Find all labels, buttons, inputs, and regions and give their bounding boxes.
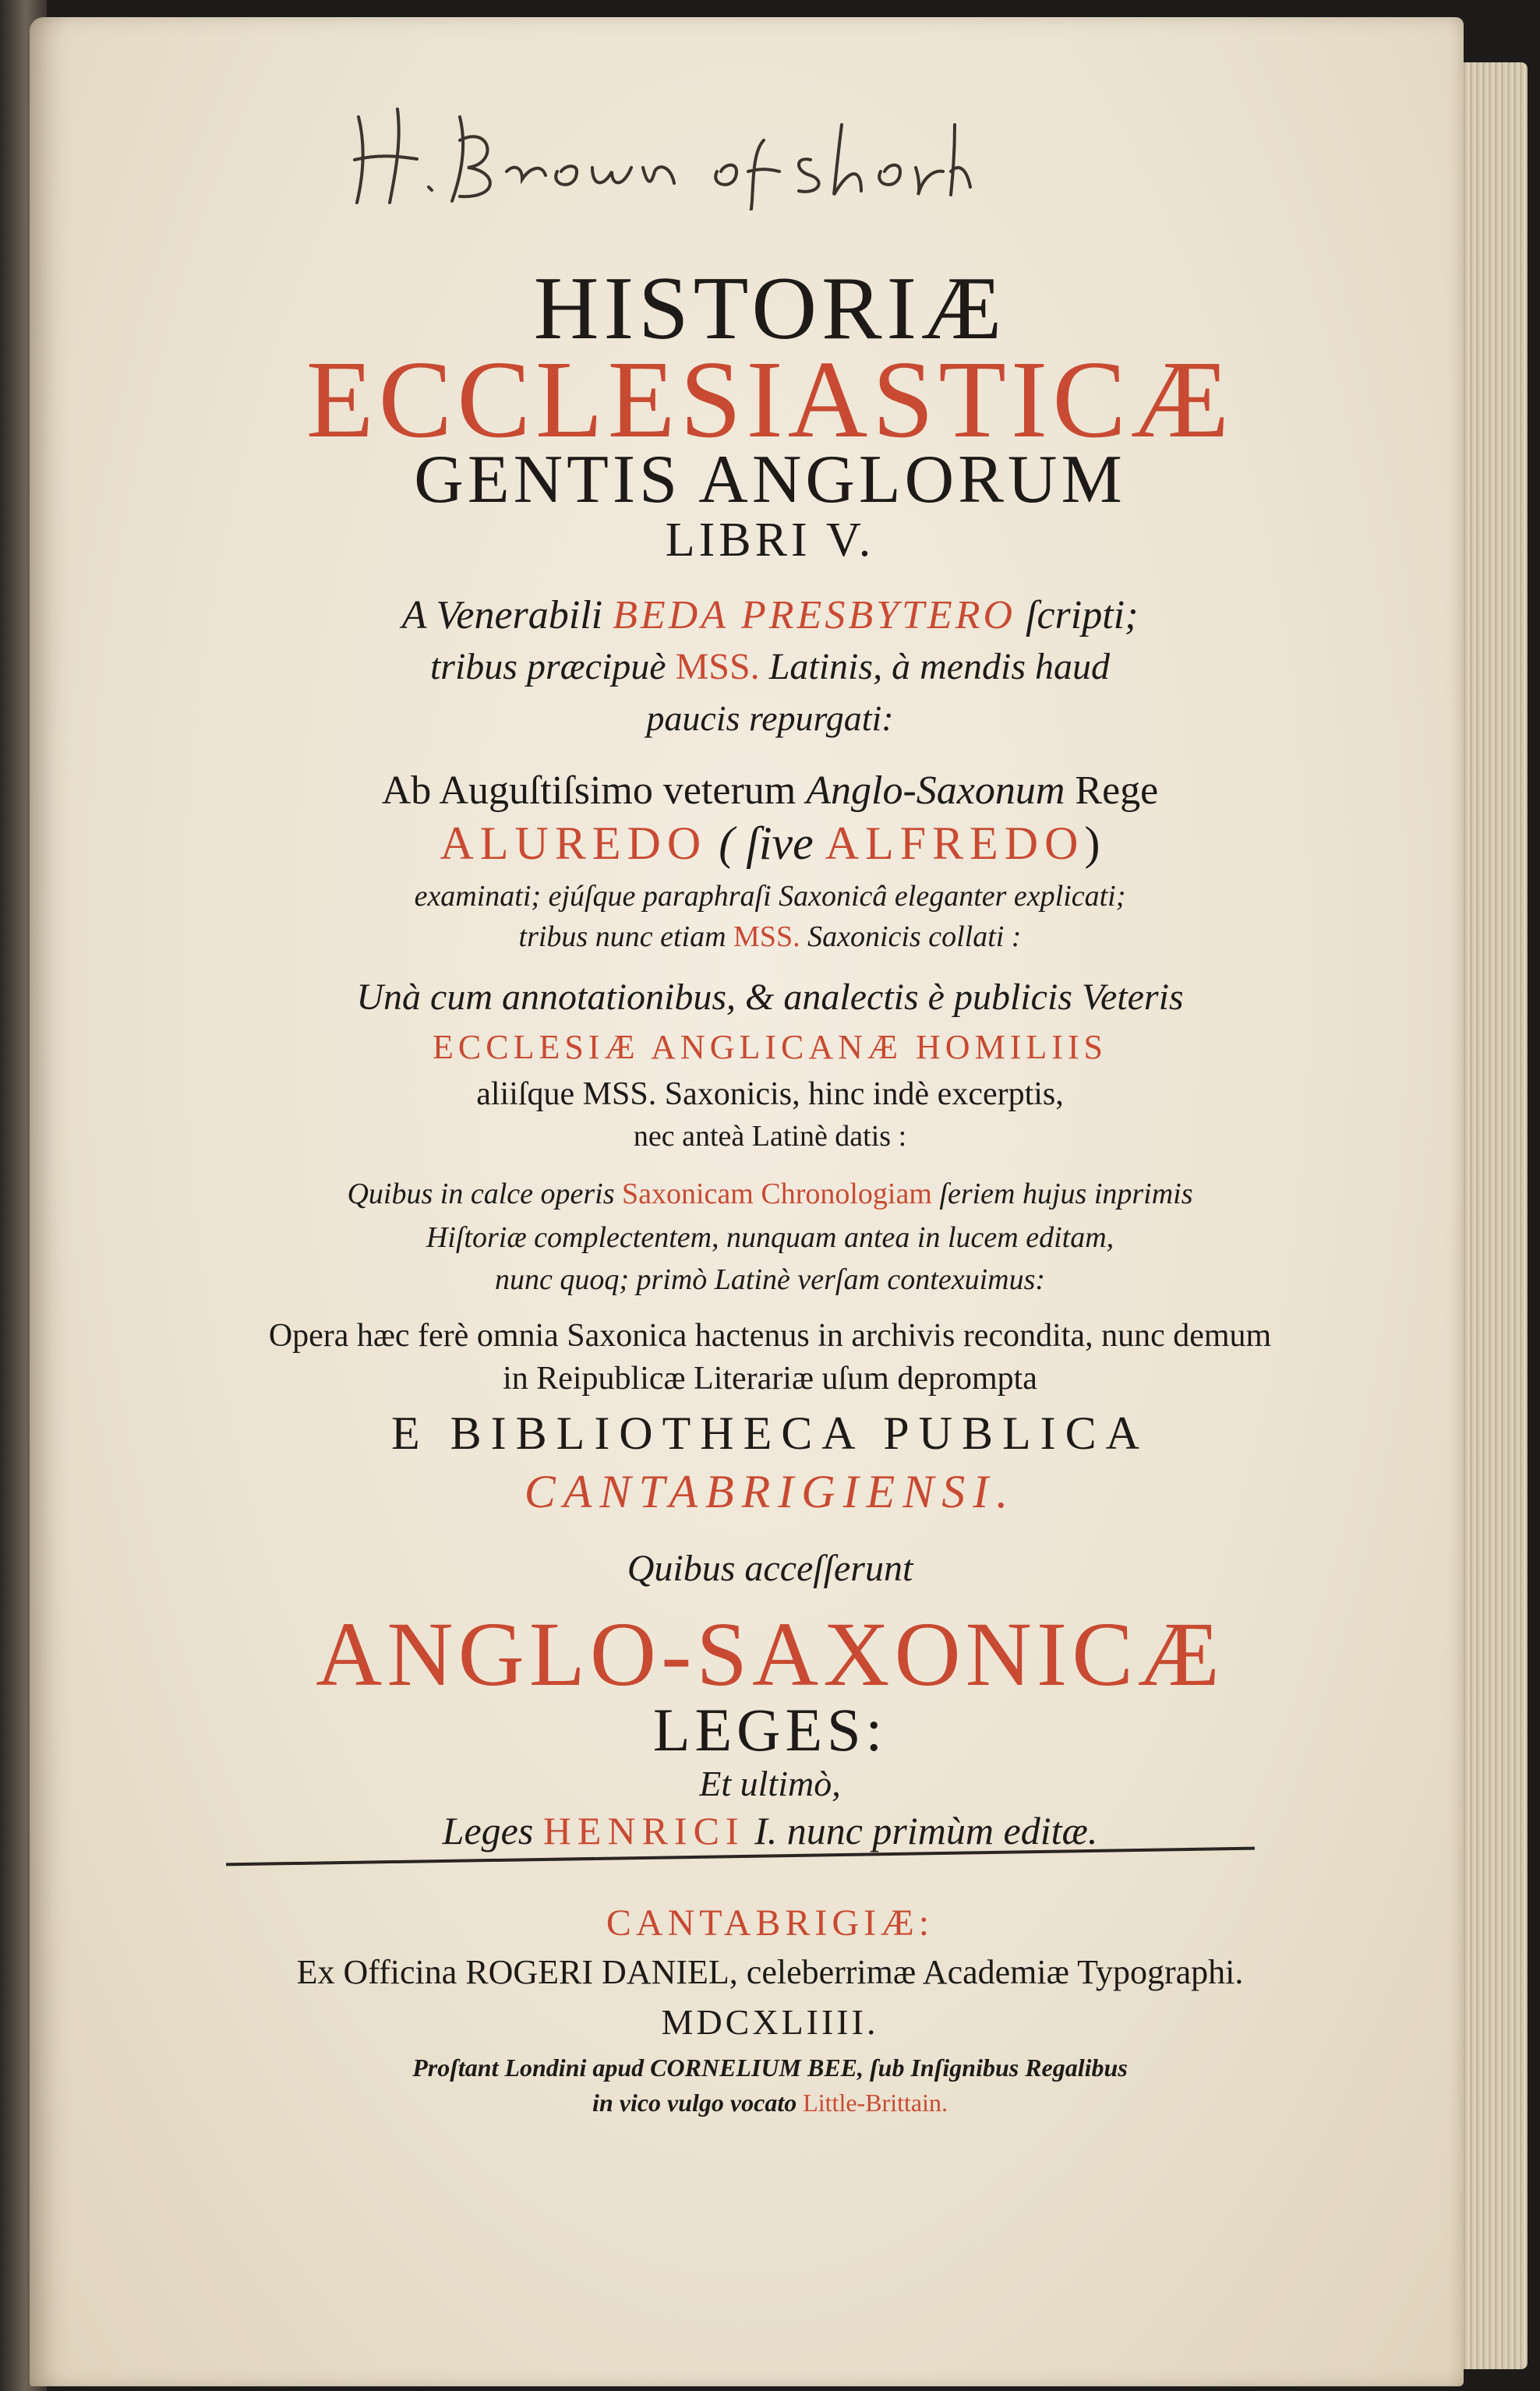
handwritten-signature bbox=[343, 94, 982, 210]
leges-henrici-line bbox=[0, 1808, 1540, 1853]
annotations-line-2: ECCLESIÆ ANGLICANÆ HOMILIIS bbox=[433, 1028, 1107, 1066]
title-line-historiae: HISTORIÆ bbox=[533, 259, 1007, 358]
leges-henrici-name: HENRICI bbox=[542, 1809, 745, 1852]
king-aluredo: ALUREDO bbox=[440, 818, 708, 869]
king-line-4 bbox=[0, 920, 1540, 954]
opera-line-3: E BIBLIOTHECA PUBLICA bbox=[391, 1407, 1149, 1459]
king-alfredo: ALFREDO bbox=[825, 818, 1085, 869]
leges-subtitle: LEGES: bbox=[652, 1696, 888, 1764]
imprint-printer: Ex Officina ROGERI DANIEL, celeberrimæ Academiæ Typographi. bbox=[296, 1953, 1244, 1991]
author-line2-a: tribus præcipuè bbox=[429, 646, 676, 687]
title-line-libri: LIBRI V. bbox=[665, 514, 875, 567]
chronology-line-1 bbox=[0, 1177, 1540, 1211]
author-line2-mss: MSS. bbox=[675, 646, 760, 687]
chronology-line1-a: Quibus in calce operis bbox=[347, 1178, 622, 1210]
title-line-ecclesiasticae: ECCLESIASTICÆ bbox=[306, 337, 1234, 461]
imprint-sale2-b: Little-Brittain. bbox=[803, 2089, 948, 2117]
imprint-date: MDCXLIIII. bbox=[661, 2002, 879, 2042]
king-sive: ( ſive bbox=[707, 818, 825, 869]
king-line1-c: Rege bbox=[1065, 768, 1159, 813]
king-close-paren: ) bbox=[1084, 818, 1100, 869]
author-line2-c: Latinis, à mendis haud bbox=[759, 646, 1111, 687]
king-line-2 bbox=[0, 817, 1540, 871]
imprint-sale-2 bbox=[0, 2089, 1540, 2117]
annotations-line-1: Unà cum annotationibus, & analectis è publicis Veteris bbox=[356, 977, 1184, 1018]
leges-intro: Quibus acceſſerunt bbox=[627, 1548, 913, 1589]
leges-et-ultimo: Et ultimò, bbox=[699, 1764, 841, 1803]
king-line4-a: tribus nunc etiam bbox=[518, 920, 734, 953]
chronology-line1-b: Saxonicam Chronologiam bbox=[622, 1178, 932, 1210]
chronology-line-2: Hiſtoriæ complectentem, nunquam antea in lucem editam, bbox=[426, 1221, 1114, 1254]
opera-line-1: Opera hæc ferè omnia Saxonica hactenus in archivis recondita, nunc demum bbox=[268, 1318, 1272, 1354]
chronology-line-3: nunc quoq; primò Latinè verſam contexuimus: bbox=[494, 1263, 1046, 1296]
opera-line-2: in Reipublicæ Literariæ uſum deprompta bbox=[503, 1361, 1037, 1397]
king-line1-b: Anglo-Saxonum bbox=[806, 768, 1065, 813]
king-line-1 bbox=[0, 768, 1540, 814]
author-suffix: ſcripti; bbox=[1015, 593, 1139, 637]
author-name: BEDA PRESBYTERO bbox=[613, 593, 1016, 637]
imprint-place: CANTABRIGIÆ: bbox=[606, 1902, 934, 1944]
king-line4-c: Saxonicis collati : bbox=[800, 920, 1022, 953]
annotations-line-3: aliiſque MSS. Saxonicis, hinc indè excerptis, bbox=[476, 1076, 1064, 1112]
chronology-line1-c: ſeriem hujus inprimis bbox=[931, 1178, 1193, 1210]
title-line-gentis-anglorum: GENTIS ANGLORUM bbox=[414, 442, 1126, 517]
leges-henrici-c: I. nunc primùm editæ. bbox=[744, 1809, 1098, 1852]
imprint-sale-1: Proſtant Londini apud CORNELIUM BEE, ſub Inſignibus Regalibus bbox=[412, 2054, 1128, 2082]
imprint-sale2-a: in vico vulgo vocato bbox=[592, 2089, 804, 2117]
leges-henrici-a: Leges bbox=[442, 1809, 543, 1852]
author-line-1 bbox=[0, 592, 1540, 638]
opera-line-4: CANTABRIGIENSI. bbox=[524, 1466, 1016, 1517]
annotations-line-4: nec anteà Latinè datis : bbox=[633, 1120, 907, 1153]
king-line1-a: Ab Auguſtiſsimo veterum bbox=[381, 768, 807, 813]
author-line-3: paucis repurgati: bbox=[646, 698, 894, 738]
king-line-3: examinati; ejúſque paraphraſi Saxonicâ eleganter explicati; bbox=[414, 880, 1126, 913]
author-line-2 bbox=[0, 645, 1540, 688]
king-line4-mss: MSS. bbox=[733, 920, 800, 953]
author-prefix: A Venerabili bbox=[401, 593, 613, 637]
leges-title: ANGLO-SAXONICÆ bbox=[316, 1603, 1224, 1705]
